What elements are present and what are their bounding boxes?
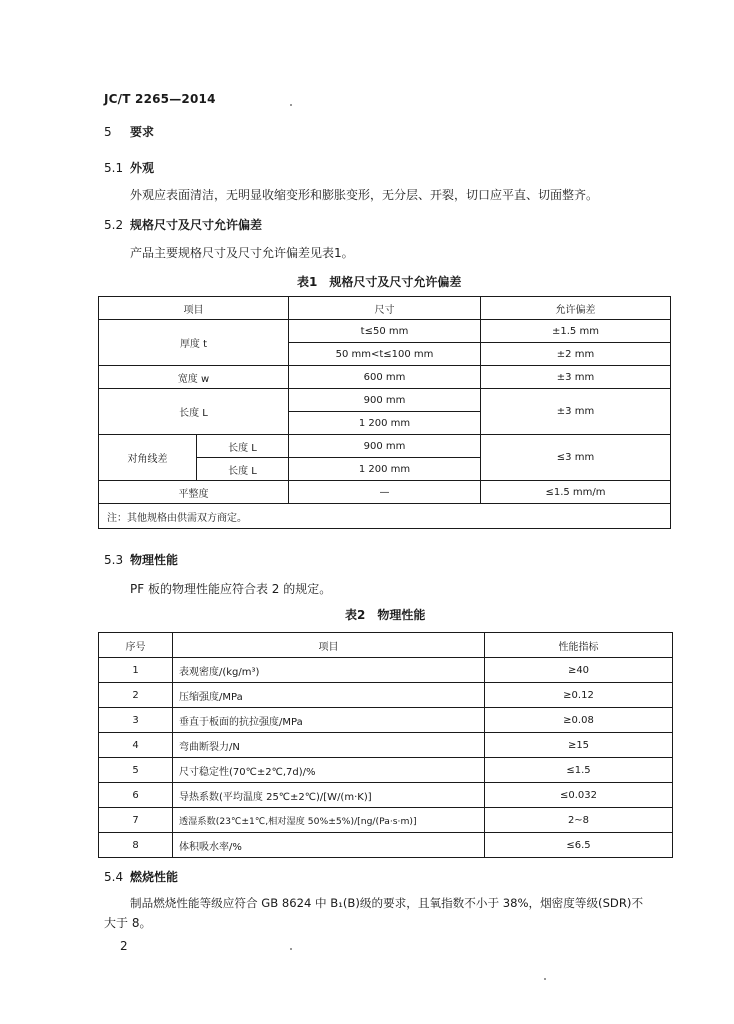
table-row <box>99 783 673 808</box>
table-row <box>99 366 671 389</box>
value-cell: ≥15 <box>485 733 673 758</box>
item-cell: 透湿系数(23℃±1℃,相对湿度 50%±5%)/[ng/(Pa·s·m)] <box>173 808 485 833</box>
section-5-4-heading <box>104 868 178 885</box>
header-cell: 尺寸 <box>289 297 481 320</box>
table-header-row <box>99 633 673 658</box>
row-number: 7 <box>99 808 173 833</box>
row-number: 8 <box>99 833 173 858</box>
section-5-3-heading <box>104 551 178 568</box>
item-cell: 体积吸水率/% <box>173 833 485 858</box>
section-title: 规格尺寸及尺寸允许偏差 <box>130 218 263 232</box>
item-cell: 垂直于板面的抗拉强度/MPa <box>173 708 485 733</box>
section-5-1-text: 外观应表面清洁，无明显收缩变形和膨胀变形，无分层、开裂，切口应平直、切面整齐。 <box>130 188 599 202</box>
header-cell: 项目 <box>173 633 485 658</box>
scan-speck <box>544 978 546 980</box>
section-title: 外观 <box>130 161 155 175</box>
tolerance-cell: ≤3 mm <box>481 435 671 481</box>
size-cell: 900 mm <box>289 389 481 412</box>
header-cell: 性能指标 <box>485 633 673 658</box>
section-title: 要求 <box>130 125 155 139</box>
row-label: 对角线差 <box>99 435 197 481</box>
section-number: 5 <box>104 125 112 139</box>
table-row <box>99 389 671 412</box>
row-label: 厚度 t <box>99 320 289 366</box>
table-1 <box>98 296 671 529</box>
value-cell: ≥0.08 <box>485 708 673 733</box>
value-cell: ≤1.5 <box>485 758 673 783</box>
sub-label: 长度 L <box>197 458 289 481</box>
row-number: 2 <box>99 683 173 708</box>
tolerance-cell: ±1.5 mm <box>481 320 671 343</box>
item-cell: 尺寸稳定性(70℃±2℃,7d)/% <box>173 758 485 783</box>
row-number: 1 <box>99 658 173 683</box>
section-5-3-text: PF 板的物理性能应符合表 2 的规定。 <box>130 582 332 596</box>
tolerance-cell: ±3 mm <box>481 366 671 389</box>
section-title: 物理性能 <box>130 553 179 567</box>
table-header-row <box>99 297 671 320</box>
row-label: 长度 L <box>99 389 289 435</box>
value-cell: ≤6.5 <box>485 833 673 858</box>
section-number: 5.4 <box>104 870 124 884</box>
table-row <box>99 481 671 504</box>
section-number: 5.2 <box>104 218 124 232</box>
standard-code: JC/T 2265—2014 <box>104 92 216 106</box>
sub-label: 长度 L <box>197 435 289 458</box>
section-number: 5.3 <box>104 553 124 567</box>
table-row <box>99 833 673 858</box>
size-cell: 1 200 mm <box>289 412 481 435</box>
header-cell: 序号 <box>99 633 173 658</box>
value-cell: ≥40 <box>485 658 673 683</box>
scan-speck <box>290 948 292 950</box>
size-cell: 900 mm <box>289 435 481 458</box>
tolerance-cell: ±3 mm <box>481 389 671 435</box>
item-cell: 弯曲断裂力/N <box>173 733 485 758</box>
table-row <box>99 808 673 833</box>
row-number: 4 <box>99 733 173 758</box>
item-cell: 导热系数(平均温度 25℃±2℃)/[W/(m·K)] <box>173 783 485 808</box>
table-row <box>99 658 673 683</box>
size-cell: — <box>289 481 481 504</box>
row-label: 平整度 <box>99 481 289 504</box>
item-cell: 压缩强度/MPa <box>173 683 485 708</box>
row-number: 3 <box>99 708 173 733</box>
header-cell: 项目 <box>99 297 289 320</box>
value-cell: ≥0.12 <box>485 683 673 708</box>
table-row <box>99 683 673 708</box>
row-number: 5 <box>99 758 173 783</box>
header-cell: 允许偏差 <box>481 297 671 320</box>
size-cell: 50 mm<t≤100 mm <box>289 343 481 366</box>
section-5-4-text-line2: 大于 8。 <box>104 916 152 930</box>
size-cell: 1 200 mm <box>289 458 481 481</box>
section-title: 燃烧性能 <box>130 870 179 884</box>
section-number: 5.1 <box>104 161 124 175</box>
section-5-4-text-line1: 制品燃烧性能等级应符合 GB 8624 中 B₁(B)级的要求，且氧指数不小于 38%，烟密度等级(SDR)不 <box>130 896 644 910</box>
section-5-heading <box>104 123 154 140</box>
value-cell: ≤0.032 <box>485 783 673 808</box>
tolerance-cell: ±2 mm <box>481 343 671 366</box>
table-2-caption: 表2 物理性能 <box>345 608 426 622</box>
size-cell: 600 mm <box>289 366 481 389</box>
tolerance-cell: ≤1.5 mm/m <box>481 481 671 504</box>
table-row <box>99 320 671 343</box>
table-row <box>99 733 673 758</box>
page-number: 2 <box>120 939 128 953</box>
row-label: 宽度 w <box>99 366 289 389</box>
section-5-1-heading <box>104 159 154 176</box>
section-5-2-text: 产品主要规格尺寸及尺寸允许偏差见表1。 <box>130 246 354 260</box>
size-cell: t≤50 mm <box>289 320 481 343</box>
table-1-caption: 表1 规格尺寸及尺寸允许偏差 <box>297 275 462 289</box>
table-note-row <box>99 504 671 529</box>
table-row <box>99 758 673 783</box>
table-row <box>99 435 671 458</box>
table-2 <box>98 632 673 858</box>
value-cell: 2~8 <box>485 808 673 833</box>
table-row <box>99 708 673 733</box>
scan-speck <box>290 104 292 106</box>
table-note: 注：其他规格由供需双方商定。 <box>99 504 671 529</box>
section-5-2-heading <box>104 216 262 233</box>
item-cell: 表观密度/(kg/m³) <box>173 658 485 683</box>
row-number: 6 <box>99 783 173 808</box>
